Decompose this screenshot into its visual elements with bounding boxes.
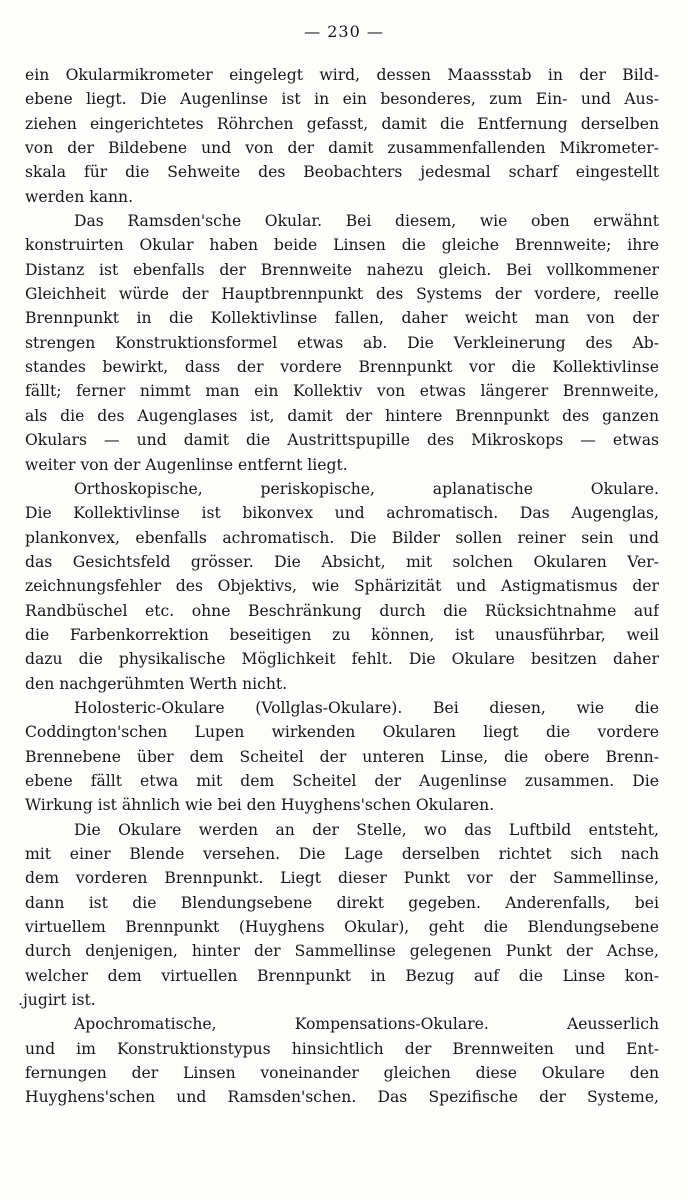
paragraph-start-line: Die Okulare werden an der Stelle, wo das Luftbild entsteht, — [74, 820, 659, 839]
section-heading-line: Apochromatische, Kompensations-Okulare. Aeusserlich — [74, 1015, 659, 1034]
text-line: das Gesichtsfeld grösser. Die Absicht, mit solchen Okularen Ver- — [25, 552, 659, 571]
text-line: welcher dem virtuellen Brennpunkt in Bezug auf die Linse kon- — [25, 966, 659, 985]
text-line: zeichnungsfehler des Objektivs, wie Sphärizität und Astigmatismus der — [25, 577, 659, 596]
text-line: als die des Augenglases ist, damit der hintere Brennpunkt des ganzen — [25, 406, 659, 425]
text-line: standes bewirkt, dass der vordere Brennpunkt vor die Kollektivlinse — [25, 358, 659, 377]
text-line: mit einer Blende versehen. Die Lage derselben richtet sich nach — [25, 845, 659, 863]
text-line: fällt; ferner nimmt man ein Kollektiv von etwas längerer Brennweite, — [25, 382, 659, 401]
section-heading-line: Orthoskopische, periskopische, aplanatische Okulare. — [74, 479, 659, 498]
text-line: Gleichheit würde der Hauptbrennpunkt des Systems der vordere, reelle — [25, 285, 659, 304]
text-line: Brennebene über dem Scheitel der unteren Linse, die obere Brenn- — [25, 747, 659, 766]
text-line: strengen Konstruktionsformel etwas ab. Die Verkleinerung des Ab- — [25, 333, 659, 352]
text-line: Coddington'schen Lupen wirkenden Okularen liegt die vordere — [25, 723, 659, 742]
text-line: fernungen der Linsen voneinander gleichen diese Okulare den — [25, 1064, 659, 1083]
text-line: die Farbenkorrektion beseitigen zu können, ist unausführbar, weil — [25, 625, 659, 644]
text-line: dazu die physikalische Möglichkeit fehlt. Die Okulare besitzen daher — [25, 650, 659, 669]
text-line: konstruirten Okular haben beide Linsen die gleiche Brennweite; ihre — [25, 236, 659, 255]
page-number: — 230 — — [304, 22, 384, 41]
text-line: Wirkung ist ähnlich wie bei den Huyghens'schen Okularen. — [25, 796, 495, 815]
text-line: dem vorderen Brennpunkt. Liegt dieser Punkt vor der Sammellinse, — [25, 869, 659, 888]
text-line: werden kann. — [25, 187, 134, 206]
text-line: skala für die Sehweite des Beobachters jedesmal scharf eingestellt — [25, 163, 659, 182]
text-line: ziehen eingerichtetes Röhrchen gefasst, damit die Entfernung derselben — [25, 114, 659, 133]
text-line: Randbüschel etc. ohne Beschränkung durch die Rücksichtnahme auf — [25, 601, 659, 620]
text-line: Brennpunkt in die Kollektivlinse fallen, daher weicht man von der — [25, 309, 659, 328]
text-line: plankonvex, ebenfalls achromatisch. Die Bilder sollen reiner sein und — [25, 528, 659, 547]
text-line: ebene fällt etwa mit dem Scheitel der Augenlinse zusammen. Die — [25, 771, 659, 790]
text-line: Distanz ist ebenfalls der Brennweite nahezu gleich. Bei vollkommener — [25, 260, 659, 279]
section-heading-line: Das Ramsden'sche Okular. Bei diesem, wie oben erwähnt — [74, 212, 659, 231]
text-line: durch denjenigen, hinter der Sammellinse gelegenen Punkt der Achse, — [25, 942, 659, 961]
text-line: virtuellem Brennpunkt (Huyghens Okular), geht die Blendungsebene — [25, 918, 659, 937]
text-line: den nachgerühmten Werth nicht. — [25, 674, 288, 693]
body-text — [18, 63, 659, 1110]
text-line: und im Konstruktionstypus hinsichtlich der Brennweiten und Ent- — [25, 1039, 659, 1058]
text-line: von der Bildebene und von der damit zusammenfallenden Mikrometer- — [25, 139, 659, 158]
section-heading-line: Holosteric-Okulare (Vollglas-Okulare). Bei diesen, wie die — [74, 698, 659, 717]
text-line: dann ist die Blendungsebene direkt gegeben. Anderenfalls, bei — [25, 893, 659, 912]
text-line: Okulars — und damit die Austrittspupille des Mikroskops — etwas — [25, 431, 659, 450]
text-line: ebene liegt. Die Augenlinse ist in ein besonderes, zum Ein- und Aus- — [25, 90, 659, 109]
text-line: Huyghens'schen und Ramsden'schen. Das Spezifische der Systeme, — [25, 1088, 659, 1107]
text-line: ein Okularmikrometer eingelegt wird, dessen Maassstab in der Bild- — [25, 66, 659, 84]
text-line: Die Kollektivlinse ist bikonvex und achromatisch. Das Augenglas, — [25, 504, 659, 523]
text-line: .jugirt ist. — [18, 991, 96, 1010]
text-line: weiter von der Augenlinse entfernt liegt. — [25, 455, 348, 474]
